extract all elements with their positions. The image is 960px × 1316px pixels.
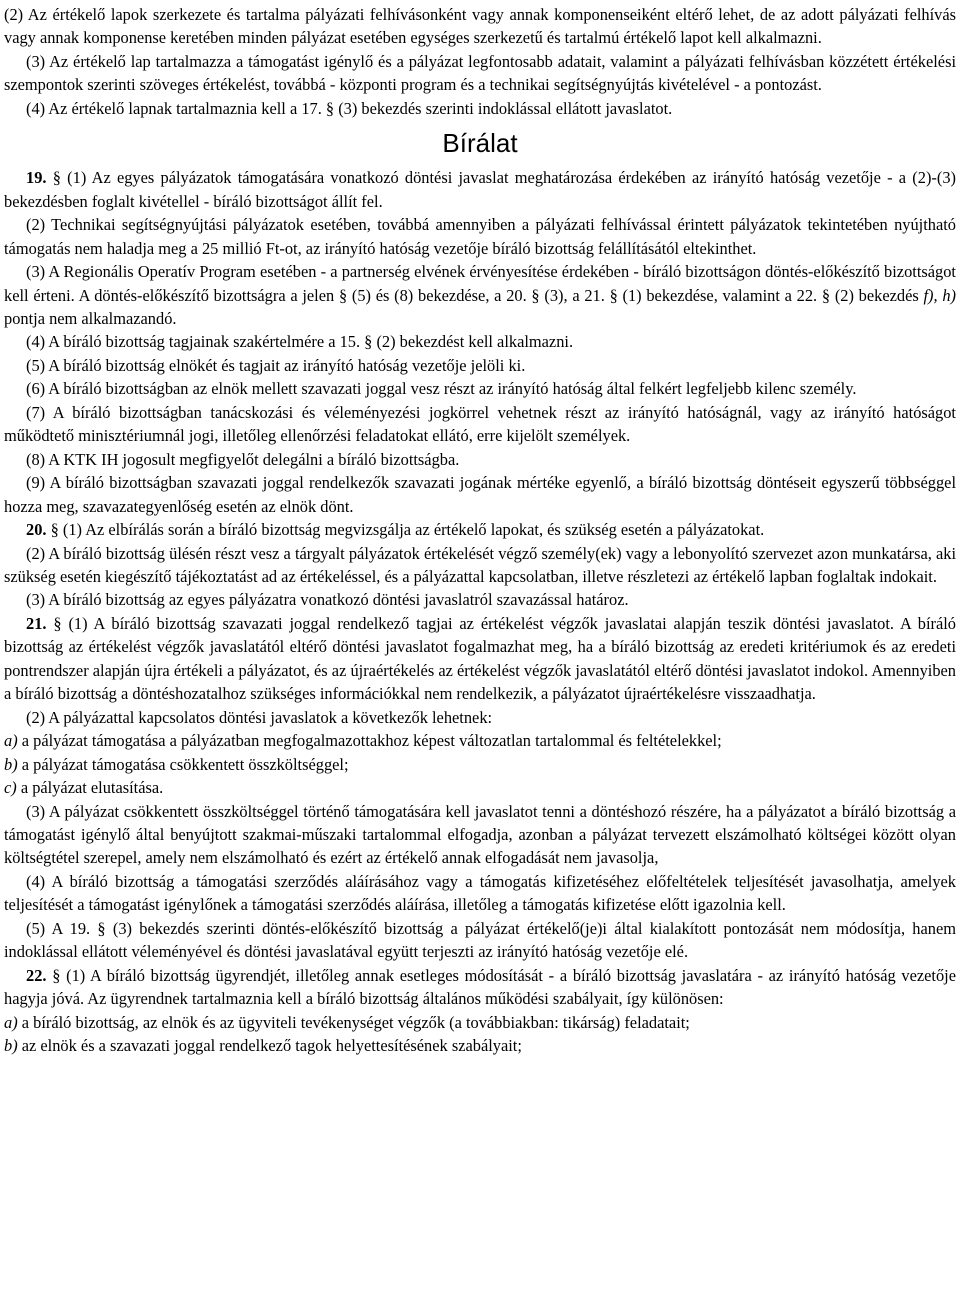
- paragraph-19-3: [4, 260, 956, 330]
- paragraph-text: (3) A Regionális Operatív Program esetében - a partnerség elvének érvényesítése érdekében - bíráló bizottságon döntés-előkészítő bizottságot kell érteni. A döntés-előkészítő bizottságra a jelen § (5) és (8) bekezdése, a 20. § (3), a 21. § (1) bekezdése, valamint a 22. § (2) bekezdés: [4, 262, 956, 305]
- paragraph-text: pontja nem alkalmazandó.: [4, 308, 177, 328]
- list-text: a pályázat elutasítása.: [16, 778, 164, 798]
- article-number: 20.: [26, 520, 47, 540]
- list-text: a bíráló bizottság, az elnök és az ügyviteli tevékenységet végzők (a továbbiakban: tikárság) feladatait;: [17, 1012, 690, 1032]
- article-number: 22.: [26, 965, 47, 985]
- list-text: a pályázat támogatása a pályázatban megfogalmazottakhoz képest változatlan tartalommal és feltételekkel;: [17, 731, 722, 751]
- paragraph-18-3: (3) Az értékelő lap tartalmazza a támogatást igénylő és a pályázat legfontosabb adatait, valamint a pályázati felhívásban közzétett értékelési szempontok szerinti szöveges értékelést, továbbá - központi program és a technikai segítségnyújtás kivételével - a pontozást.: [4, 51, 956, 95]
- list-item-21-a: [4, 729, 956, 752]
- paragraph-21-1: [4, 612, 956, 706]
- article-number: 19.: [26, 168, 47, 188]
- paragraph-21-5: (5) A 19. § (3) bekezdés szerinti döntés-előkészítő bizottság a pályázat értékelő(je)i által kialakított pontozását nem módosítja, hanem indoklással ellátott véleményével és döntési javaslatával együtt terjeszti az irányító hatóság vezetője elé.: [4, 918, 956, 962]
- paragraph-text: § (1) Az egyes pályázatok támogatására vonatkozó döntési javaslat meghatározása érdekében az irányító hatóság vezetője - a (2)-(3) bekezdésben foglalt kivétellel - bíráló bizottságot állít fel.: [4, 168, 956, 211]
- paragraph-21-4: (4) A bíráló bizottság a támogatási szerződés aláírásához vagy a támogatás kifizetéséhez előfeltételek teljesítését javasolhatja, amelyek teljesítését a támogatást igénylőnek a támogatási szerződés aláírása, illetőleg a támogatás kifizetése előtt igazolnia kell.: [4, 871, 956, 915]
- paragraph-18-4: (4) Az értékelő lapnak tartalmaznia kell a 17. § (3) bekezdés szerinti indoklással ellátott javaslatot.: [26, 98, 673, 118]
- paragraph-19-1: [4, 166, 956, 213]
- paragraph-18-2: (2) Az értékelő lapok szerkezete és tartalma pályázati felhívásonként vagy annak komponenseiként eltérő lehet, de az adott pályázati felhívás vagy annak komponense keretében minden pályázat esetében egységes szerkezetű és tartalmú értékelő lapot kell alkalmazni.: [4, 5, 956, 48]
- paragraph-20-3: (3) A bíráló bizottság az egyes pályázatra vonatkozó döntési javaslatról szavazással határoz.: [26, 590, 629, 610]
- article-number: 21.: [26, 613, 47, 633]
- list-text: az elnök és a szavazati joggal rendelkező tagok helyettesítésének szabályait;: [17, 1036, 522, 1056]
- list-text: a pályázat támogatása csökkentett összköltséggel;: [17, 754, 349, 774]
- paragraph-text: § (1) Az elbírálás során a bíráló bizottság megvizsgálja az értékelő lapokat, és szükség esetén a pályázatokat.: [46, 520, 765, 540]
- paragraph-22-1: [4, 964, 956, 1011]
- list-item-22-b: [4, 1034, 956, 1057]
- list-letter: b): [4, 1036, 18, 1056]
- paragraph-19-7: (7) A bíráló bizottságban tanácskozási és véleményezési jogkörrel vehetnek részt az irányító hatóságnál, vagy az irányító hatóságot működtető minisztériumnál jogi, illetőleg ellenőrzési feladatokat ellátó, erre kijelölt személyek.: [4, 402, 956, 446]
- list-item-21-c: [4, 776, 956, 799]
- paragraph-text: § (1) A bíráló bizottság szavazati joggal rendelkező tagjai az értékelést végzők javaslatai alapján teszik döntési javaslatot. A bíráló bizottság az értékelést végzők javaslatától eltérő döntési javaslatot fogalmazhat meg, ha a bíráló bizottság az eredeti kritériumok és az eredeti pontrendszer alapján újra értékeli a pályázatot, és az újraértékelés az értékelést végzők javaslatától eltérő döntési javaslatot indokol. Amennyiben a bíráló bizottság a döntéshozatalhoz szükséges információkkal nem rendelkezik, a pályázatot újraértékelésre visszaadhatja.: [4, 613, 956, 704]
- paragraph-19-6: (6) A bíráló bizottságban az elnök mellett szavazati joggal vesz részt az irányító hatóság által felkért legfeljebb kilenc személy.: [26, 379, 857, 399]
- list-item-22-a: [4, 1011, 956, 1034]
- list-letter: a): [4, 731, 18, 751]
- paragraph-21-2: (2) A pályázattal kapcsolatos döntési javaslatok a következők lehetnek:: [26, 707, 493, 727]
- list-letter: a): [4, 1012, 18, 1032]
- paragraph-19-8: (8) A KTK IH jogosult megfigyelőt delegálni a bíráló bizottságba.: [26, 449, 460, 469]
- list-item-21-b: [4, 753, 956, 776]
- paragraph-20-2: (2) A bíráló bizottság ülésén részt vesz a tárgyalt pályázatok értékelését végző személy(ek) vagy a lebonyolító szervezet azon munkatársa, aki szükség esetén kiegészítő tájékoztatást ad az értékeléssel, és a pályázattal kapcsolatban, illetve részletezi az értékelő lapban foglaltak indokait.: [4, 543, 956, 586]
- paragraph-19-4: (4) A bíráló bizottság tagjainak szakértelmére a 15. § (2) bekezdést kell alkalmazni.: [26, 332, 574, 352]
- paragraph-19-5: (5) A bíráló bizottság elnökét és tagjait az irányító hatóság vezetője jelöli ki.: [26, 355, 526, 375]
- list-letter: b): [4, 754, 18, 774]
- paragraph-19-2: (2) Technikai segítségnyújtási pályázatok esetében, továbbá amennyiben a pályázati felhívással érintett pályázatok tekintetében nyújtható támogatás nem haladja meg a 25 millió Ft-ot, az irányító hatóság vezetője bíráló bizottság felállításától eltekinthet.: [4, 215, 956, 258]
- paragraph-19-9: (9) A bíráló bizottságban szavazati joggal rendelkezők szavazati jogának mértéke egyenlő, a bíráló bizottság döntéseit egyszerű többséggel hozza meg, szavazategyenlőség esetén az elnök dönt.: [4, 473, 956, 516]
- paragraph-text: § (1) A bíráló bizottság ügyrendjét, illetőleg annak esetleges módosítását - a bíráló bizottság javaslatára - az irányító hatóság vezetője hagyja jóvá. Az ügyrendnek tartalmaznia kell a bíráló bizottság általános működési szabályait, így különösen:: [4, 965, 956, 1009]
- paragraph-21-3: (3) A pályázat csökkentett összköltséggel történő támogatására kell javaslatot tenni a döntéshozó részére, ha a pályázatot a bíráló bizottság a támogatást igénylő által benyújtott szakmai-műszaki tartalommal elfogadja, azonban a pályázat tervezett elszámolható költségei között olyan költségtétel szerepel, amely nem elszámolható és ezért az értékelő annak elfogadását nem javasolja,: [4, 801, 956, 868]
- italic-point-reference: f), h): [923, 285, 956, 305]
- paragraph-20-1: [4, 518, 956, 541]
- section-heading: Bírálat: [442, 128, 518, 159]
- list-letter: c): [4, 778, 17, 798]
